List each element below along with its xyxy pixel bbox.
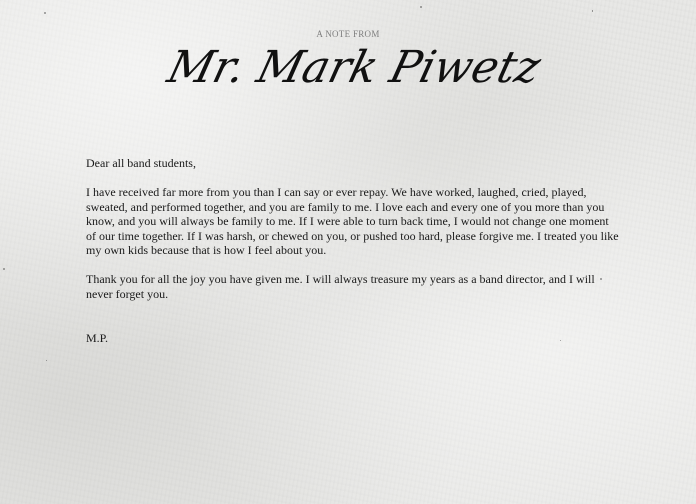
paper-speck [46,360,47,361]
letter-salutation: Dear all band students, [86,156,196,170]
note-kicker: A NOTE FROM [316,29,380,39]
letter-paragraph: Thank you for all the joy you have given me. I will always treasure my years as a band director, and I will never forget you. [86,272,595,301]
author-name-script [140,36,560,108]
paper-speck [44,12,46,14]
author-name-heading [140,36,560,108]
paper-speck [3,268,5,270]
paper-speck [592,10,593,12]
letter-paragraph: I have received far more from you than I can say or ever repay. We have worked, laughed, cried, played, sweated, and performed together, and you are family to me. I love each and every one of you more than you know, and you will always be family to me. If I were able to turn back time, I would not change one moment of our time together. If I was harsh, or chewed on you, or pushed too hard, please forgive me. I treated you like my own kids because that is how I feel about you. [86,185,619,257]
letter-signoff: M.P. [86,331,109,345]
letter-body [86,156,621,360]
author-name-text: Mr. Mark Piwetz [162,41,546,93]
paper-speck [420,6,422,8]
